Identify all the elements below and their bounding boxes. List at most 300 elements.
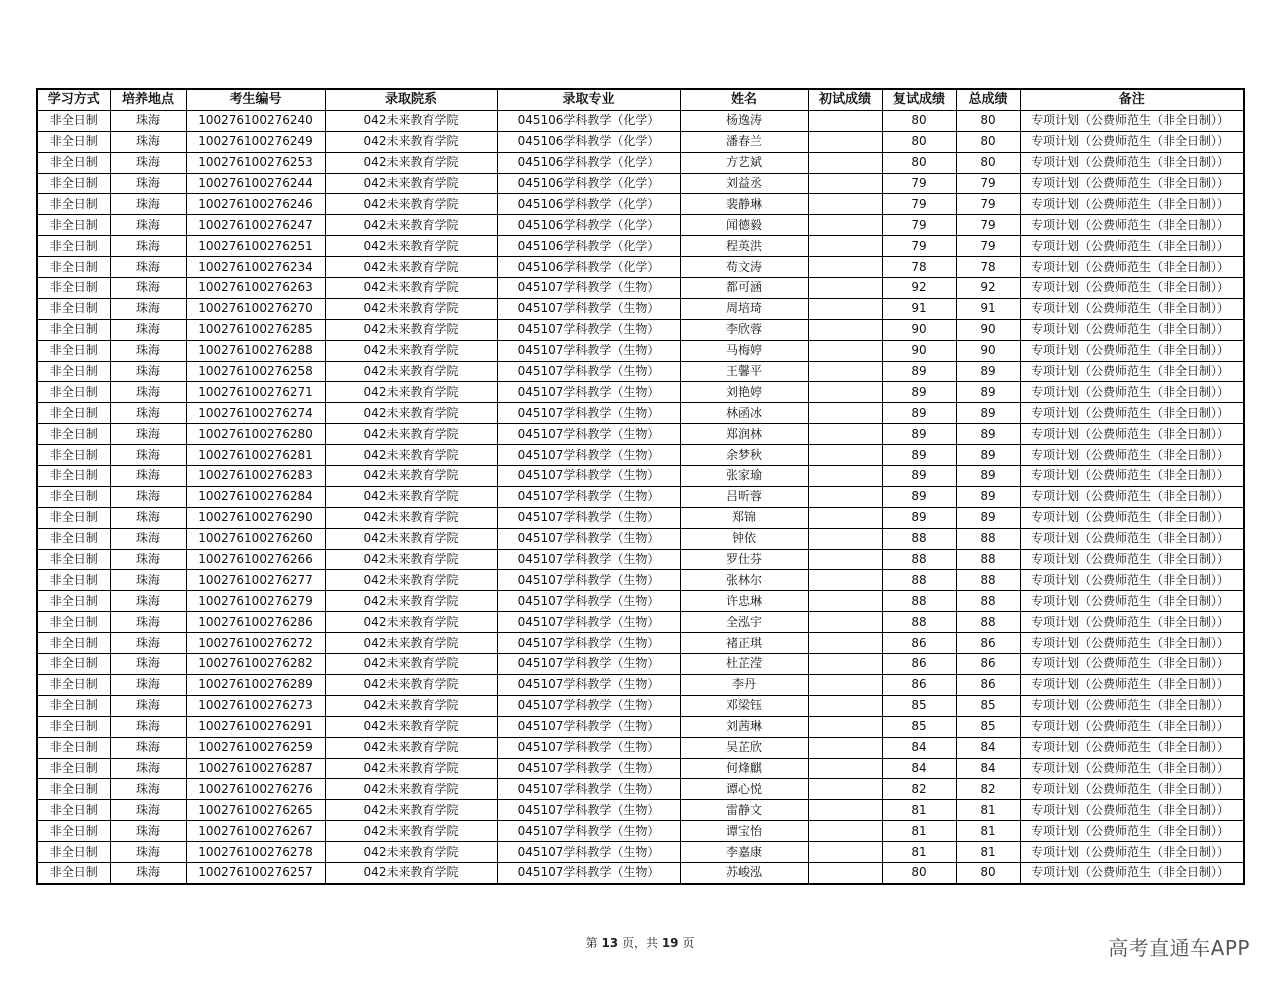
cell-total-score: 89 [956,486,1020,507]
cell-retest-score: 86 [882,633,956,654]
cell-major: 045107学科教学（生物） [497,779,680,800]
cell-retest-score: 80 [882,131,956,152]
cell-name: 何烽麒 [680,758,808,779]
cell-department: 042未来教育学院 [325,674,497,695]
cell-study-mode: 非全日制 [37,674,110,695]
table-row [37,382,1244,403]
cell-name: 褚正琪 [680,633,808,654]
cell-department: 042未来教育学院 [325,173,497,194]
cell-total-score: 84 [956,758,1020,779]
cell-training-site: 珠海 [110,257,186,278]
cell-department: 042未来教育学院 [325,633,497,654]
cell-training-site: 珠海 [110,110,186,131]
cell-candidate-id: 100276100276240 [186,110,325,131]
cell-candidate-id: 100276100276279 [186,591,325,612]
cell-remarks: 专项计划（公费师范生（非全日制）） [1020,152,1244,173]
cell-retest-score: 79 [882,236,956,257]
cell-training-site: 珠海 [110,654,186,675]
cell-department: 042未来教育学院 [325,821,497,842]
page-middle: 页，共 [621,936,658,950]
cell-total-score: 86 [956,633,1020,654]
cell-major: 045107学科教学（生物） [497,654,680,675]
cell-study-mode: 非全日制 [37,570,110,591]
table-row [37,591,1244,612]
table-row [37,340,1244,361]
cell-department: 042未来教育学院 [325,152,497,173]
cell-retest-score: 86 [882,654,956,675]
cell-candidate-id: 100276100276244 [186,173,325,194]
cell-study-mode: 非全日制 [37,424,110,445]
cell-study-mode: 非全日制 [37,466,110,487]
cell-study-mode: 非全日制 [37,779,110,800]
cell-remarks: 专项计划（公费师范生（非全日制）） [1020,466,1244,487]
cell-training-site: 珠海 [110,737,186,758]
cell-remarks: 专项计划（公费师范生（非全日制）） [1020,215,1244,236]
cell-department: 042未来教育学院 [325,528,497,549]
cell-retest-score: 89 [882,445,956,466]
cell-retest-score: 86 [882,674,956,695]
cell-remarks: 专项计划（公费师范生（非全日制）） [1020,549,1244,570]
cell-study-mode: 非全日制 [37,758,110,779]
cell-name: 罗仕芬 [680,549,808,570]
app-watermark: 高考直通车APP [1108,936,1250,960]
cell-training-site: 珠海 [110,278,186,299]
cell-candidate-id: 100276100276265 [186,800,325,821]
cell-retest-score: 80 [882,152,956,173]
cell-major: 045107学科教学（生物） [497,674,680,695]
cell-candidate-id: 100276100276234 [186,257,325,278]
cell-name: 张林尔 [680,570,808,591]
cell-department: 042未来教育学院 [325,758,497,779]
cell-name: 谭心悦 [680,779,808,800]
cell-study-mode: 非全日制 [37,131,110,152]
cell-study-mode: 非全日制 [37,528,110,549]
cell-name: 余梦秋 [680,445,808,466]
table-header-row [37,89,1244,110]
cell-name: 李嘉康 [680,842,808,863]
cell-department: 042未来教育学院 [325,695,497,716]
cell-prelim-score [808,215,882,236]
column-header-training-site: 培养地点 [110,89,186,110]
cell-total-score: 88 [956,549,1020,570]
cell-major: 045107学科教学（生物） [497,695,680,716]
cell-training-site: 珠海 [110,633,186,654]
column-header-candidate-id: 考生编号 [186,89,325,110]
cell-department: 042未来教育学院 [325,110,497,131]
cell-major: 045106学科教学（化学） [497,215,680,236]
cell-name: 王馨平 [680,361,808,382]
cell-training-site: 珠海 [110,466,186,487]
cell-remarks: 专项计划（公费师范生（非全日制）） [1020,131,1244,152]
page-current: 13 [601,936,619,950]
cell-prelim-score [808,298,882,319]
cell-remarks: 专项计划（公费师范生（非全日制）） [1020,319,1244,340]
cell-study-mode: 非全日制 [37,361,110,382]
cell-remarks: 专项计划（公费师范生（非全日制）） [1020,340,1244,361]
cell-name: 张家瑜 [680,466,808,487]
cell-name: 郑润林 [680,424,808,445]
cell-major: 045106学科教学（化学） [497,110,680,131]
cell-name: 程英洪 [680,236,808,257]
table-row [37,298,1244,319]
cell-study-mode: 非全日制 [37,298,110,319]
cell-candidate-id: 100276100276284 [186,486,325,507]
cell-candidate-id: 100276100276266 [186,549,325,570]
cell-name: 李欣蓉 [680,319,808,340]
cell-total-score: 79 [956,173,1020,194]
cell-total-score: 90 [956,319,1020,340]
cell-major: 045107学科教学（生物） [497,403,680,424]
cell-candidate-id: 100276100276278 [186,842,325,863]
cell-major: 045107学科教学（生物） [497,486,680,507]
table-row [37,737,1244,758]
table-row [37,528,1244,549]
cell-major: 045107学科教学（生物） [497,570,680,591]
cell-total-score: 89 [956,382,1020,403]
table-row [37,257,1244,278]
cell-department: 042未来教育学院 [325,716,497,737]
cell-remarks: 专项计划（公费师范生（非全日制）） [1020,194,1244,215]
cell-remarks: 专项计划（公费师范生（非全日制）） [1020,821,1244,842]
cell-retest-score: 79 [882,173,956,194]
cell-study-mode: 非全日制 [37,152,110,173]
cell-remarks: 专项计划（公费师范生（非全日制）） [1020,654,1244,675]
cell-candidate-id: 100276100276271 [186,382,325,403]
cell-major: 045107学科教学（生物） [497,528,680,549]
cell-major: 045107学科教学（生物） [497,716,680,737]
cell-study-mode: 非全日制 [37,215,110,236]
cell-prelim-score [808,424,882,445]
cell-remarks: 专项计划（公费师范生（非全日制）） [1020,758,1244,779]
table-row [37,570,1244,591]
cell-training-site: 珠海 [110,340,186,361]
cell-study-mode: 非全日制 [37,591,110,612]
cell-training-site: 珠海 [110,842,186,863]
cell-department: 042未来教育学院 [325,591,497,612]
cell-total-score: 85 [956,695,1020,716]
cell-training-site: 珠海 [110,236,186,257]
cell-remarks: 专项计划（公费师范生（非全日制）） [1020,298,1244,319]
cell-training-site: 珠海 [110,549,186,570]
cell-training-site: 珠海 [110,215,186,236]
table-row [37,716,1244,737]
cell-name: 邓梁钰 [680,695,808,716]
page-total: 19 [661,936,679,950]
cell-retest-score: 79 [882,194,956,215]
table-row [37,862,1244,883]
cell-study-mode: 非全日制 [37,340,110,361]
cell-study-mode: 非全日制 [37,403,110,424]
cell-department: 042未来教育学院 [325,612,497,633]
cell-name: 刘艳婷 [680,382,808,403]
cell-prelim-score [808,131,882,152]
cell-total-score: 79 [956,215,1020,236]
cell-major: 045107学科教学（生物） [497,549,680,570]
cell-major: 045107学科教学（生物） [497,591,680,612]
cell-prelim-score [808,549,882,570]
table-row [37,194,1244,215]
cell-name: 杜芷滢 [680,654,808,675]
cell-prelim-score [808,842,882,863]
cell-name: 李丹 [680,674,808,695]
table-row [37,403,1244,424]
column-header-department: 录取院系 [325,89,497,110]
cell-training-site: 珠海 [110,445,186,466]
cell-prelim-score [808,654,882,675]
cell-prelim-score [808,716,882,737]
cell-remarks: 专项计划（公费师范生（非全日制）） [1020,110,1244,131]
cell-study-mode: 非全日制 [37,737,110,758]
cell-name: 马梅婷 [680,340,808,361]
cell-total-score: 81 [956,842,1020,863]
column-header-major: 录取专业 [497,89,680,110]
cell-major: 045107学科教学（生物） [497,862,680,883]
cell-total-score: 90 [956,340,1020,361]
cell-total-score: 79 [956,236,1020,257]
cell-training-site: 珠海 [110,152,186,173]
cell-retest-score: 80 [882,110,956,131]
table-row [37,445,1244,466]
cell-study-mode: 非全日制 [37,716,110,737]
cell-study-mode: 非全日制 [37,507,110,528]
cell-total-score: 80 [956,862,1020,883]
cell-training-site: 珠海 [110,361,186,382]
cell-study-mode: 非全日制 [37,842,110,863]
cell-name: 吴芷欣 [680,737,808,758]
cell-candidate-id: 100276100276246 [186,194,325,215]
cell-prelim-score [808,361,882,382]
cell-major: 045107学科教学（生物） [497,612,680,633]
cell-department: 042未来教育学院 [325,549,497,570]
cell-prelim-score [808,758,882,779]
cell-name: 全泓宇 [680,612,808,633]
cell-retest-score: 85 [882,716,956,737]
cell-prelim-score [808,236,882,257]
table-row [37,319,1244,340]
cell-remarks: 专项计划（公费师范生（非全日制）） [1020,278,1244,299]
cell-prelim-score [808,821,882,842]
cell-study-mode: 非全日制 [37,800,110,821]
cell-retest-score: 89 [882,361,956,382]
cell-retest-score: 89 [882,466,956,487]
cell-retest-score: 88 [882,612,956,633]
cell-training-site: 珠海 [110,131,186,152]
cell-major: 045106学科教学（化学） [497,257,680,278]
cell-remarks: 专项计划（公费师范生（非全日制）） [1020,570,1244,591]
cell-candidate-id: 100276100276251 [186,236,325,257]
cell-total-score: 79 [956,194,1020,215]
cell-total-score: 78 [956,257,1020,278]
cell-candidate-id: 100276100276289 [186,674,325,695]
cell-total-score: 81 [956,800,1020,821]
cell-prelim-score [808,173,882,194]
cell-department: 042未来教育学院 [325,236,497,257]
cell-prelim-score [808,612,882,633]
cell-total-score: 88 [956,528,1020,549]
cell-department: 042未来教育学院 [325,361,497,382]
cell-retest-score: 80 [882,862,956,883]
cell-major: 045106学科教学（化学） [497,236,680,257]
cell-training-site: 珠海 [110,716,186,737]
cell-study-mode: 非全日制 [37,257,110,278]
cell-major: 045106学科教学（化学） [497,194,680,215]
cell-prelim-score [808,278,882,299]
table-row [37,674,1244,695]
cell-prelim-score [808,194,882,215]
cell-candidate-id: 100276100276258 [186,361,325,382]
cell-total-score: 89 [956,507,1020,528]
cell-name: 杨逸涛 [680,110,808,131]
cell-total-score: 89 [956,424,1020,445]
cell-total-score: 89 [956,361,1020,382]
cell-name: 谭宝怡 [680,821,808,842]
cell-department: 042未来教育学院 [325,215,497,236]
cell-major: 045107学科教学（生物） [497,382,680,403]
cell-prelim-score [808,319,882,340]
page-prefix: 第 [585,936,598,950]
cell-prelim-score [808,695,882,716]
cell-total-score: 86 [956,674,1020,695]
cell-remarks: 专项计划（公费师范生（非全日制）） [1020,737,1244,758]
cell-prelim-score [808,779,882,800]
cell-remarks: 专项计划（公费师范生（非全日制）） [1020,591,1244,612]
cell-department: 042未来教育学院 [325,257,497,278]
cell-study-mode: 非全日制 [37,236,110,257]
cell-study-mode: 非全日制 [37,654,110,675]
cell-training-site: 珠海 [110,612,186,633]
cell-study-mode: 非全日制 [37,821,110,842]
cell-prelim-score [808,800,882,821]
cell-name: 方艺斌 [680,152,808,173]
cell-candidate-id: 100276100276270 [186,298,325,319]
cell-study-mode: 非全日制 [37,319,110,340]
cell-candidate-id: 100276100276276 [186,779,325,800]
cell-department: 042未来教育学院 [325,340,497,361]
cell-department: 042未来教育学院 [325,779,497,800]
cell-total-score: 86 [956,654,1020,675]
cell-major: 045107学科教学（生物） [497,821,680,842]
cell-study-mode: 非全日制 [37,278,110,299]
cell-study-mode: 非全日制 [37,110,110,131]
cell-total-score: 91 [956,298,1020,319]
cell-candidate-id: 100276100276290 [186,507,325,528]
cell-total-score: 89 [956,466,1020,487]
cell-department: 042未来教育学院 [325,298,497,319]
cell-name: 许忠琳 [680,591,808,612]
cell-candidate-id: 100276100276291 [186,716,325,737]
cell-remarks: 专项计划（公费师范生（非全日制）） [1020,800,1244,821]
cell-prelim-score [808,591,882,612]
cell-training-site: 珠海 [110,403,186,424]
cell-candidate-id: 100276100276280 [186,424,325,445]
table-row [37,800,1244,821]
cell-retest-score: 90 [882,319,956,340]
column-header-total-score: 总成绩 [956,89,1020,110]
cell-remarks: 专项计划（公费师范生（非全日制）） [1020,173,1244,194]
cell-prelim-score [808,382,882,403]
cell-training-site: 珠海 [110,194,186,215]
cell-major: 045107学科教学（生物） [497,758,680,779]
cell-department: 042未来教育学院 [325,800,497,821]
table-row [37,278,1244,299]
table-row [37,612,1244,633]
table-row [37,131,1244,152]
cell-candidate-id: 100276100276257 [186,862,325,883]
cell-department: 042未来教育学院 [325,570,497,591]
cell-training-site: 珠海 [110,528,186,549]
cell-total-score: 84 [956,737,1020,758]
cell-total-score: 88 [956,591,1020,612]
cell-study-mode: 非全日制 [37,549,110,570]
cell-prelim-score [808,528,882,549]
admission-table [36,88,1245,885]
cell-retest-score: 84 [882,758,956,779]
cell-major: 045106学科教学（化学） [497,152,680,173]
cell-candidate-id: 100276100276260 [186,528,325,549]
cell-prelim-score [808,110,882,131]
cell-training-site: 珠海 [110,570,186,591]
cell-total-score: 85 [956,716,1020,737]
cell-name: 都可涵 [680,278,808,299]
cell-retest-score: 81 [882,821,956,842]
cell-prelim-score [808,340,882,361]
cell-study-mode: 非全日制 [37,862,110,883]
cell-remarks: 专项计划（公费师范生（非全日制）） [1020,403,1244,424]
cell-training-site: 珠海 [110,486,186,507]
table-row [37,758,1244,779]
cell-remarks: 专项计划（公费师范生（非全日制）） [1020,507,1244,528]
table-row [37,549,1244,570]
cell-retest-score: 82 [882,779,956,800]
cell-prelim-score [808,403,882,424]
table-row [37,654,1244,675]
cell-major: 045107学科教学（生物） [497,507,680,528]
table-row [37,821,1244,842]
cell-major: 045107学科教学（生物） [497,278,680,299]
table-row [37,842,1244,863]
cell-retest-score: 79 [882,215,956,236]
table-row [37,466,1244,487]
cell-retest-score: 92 [882,278,956,299]
cell-training-site: 珠海 [110,758,186,779]
cell-remarks: 专项计划（公费师范生（非全日制）） [1020,779,1244,800]
cell-department: 042未来教育学院 [325,445,497,466]
cell-major: 045107学科教学（生物） [497,633,680,654]
table-row [37,507,1244,528]
cell-major: 045107学科教学（生物） [497,361,680,382]
cell-remarks: 专项计划（公费师范生（非全日制）） [1020,528,1244,549]
cell-candidate-id: 100276100276272 [186,633,325,654]
cell-department: 042未来教育学院 [325,382,497,403]
cell-training-site: 珠海 [110,319,186,340]
cell-study-mode: 非全日制 [37,382,110,403]
cell-study-mode: 非全日制 [37,695,110,716]
cell-retest-score: 88 [882,570,956,591]
cell-total-score: 92 [956,278,1020,299]
cell-major: 045106学科教学（化学） [497,131,680,152]
cell-department: 042未来教育学院 [325,278,497,299]
cell-remarks: 专项计划（公费师范生（非全日制）） [1020,382,1244,403]
column-header-retest-score: 复试成绩 [882,89,956,110]
cell-candidate-id: 100276100276274 [186,403,325,424]
cell-study-mode: 非全日制 [37,445,110,466]
cell-department: 042未来教育学院 [325,466,497,487]
cell-retest-score: 89 [882,424,956,445]
cell-department: 042未来教育学院 [325,194,497,215]
table-row [37,173,1244,194]
cell-department: 042未来教育学院 [325,319,497,340]
cell-training-site: 珠海 [110,674,186,695]
